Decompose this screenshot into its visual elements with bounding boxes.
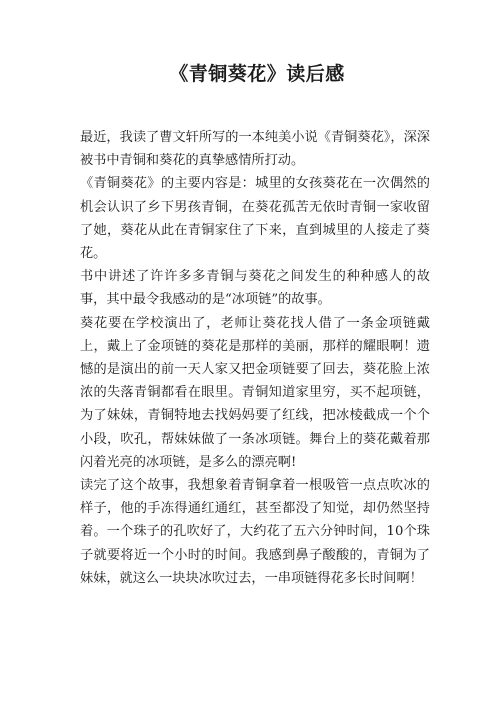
document-title: 《青铜葵花》读后感 [169, 63, 345, 85]
paragraph-5: 读完了这个故事，我想象着青铜拿着一根吸管一点点吹冰的样子，他的手冻得通红通红，甚至都没了知觉，却仍然坚持着。一个珠子的孔吹好了，大约花了五六分钟时间，10个珠子就要将近一个小时的时间。我感到鼻子酸酸的，青铜为了妹妹，就这么一块块冰吹过去，一串项链得花多长时间啊！ [80, 478, 430, 586]
paragraph-2: 《青铜葵花》的主要内容是：城里的女孩葵花在一次偶然的机会认识了乡下男孩青铜，在葵花孤苦无依时青铜一家收留了她，葵花从此在青铜家住了下来，直到城里的人接走了葵花。 [80, 176, 430, 262]
paragraph-3: 书中讲述了许许多多青铜与葵花之间发生的种种感人的故事，其中最令我感动的是“冰项链”的故事。 [80, 269, 430, 308]
paragraph-1: 最近，我读了曹文轩所写的一本纯美小说《青铜葵花》，深深被书中青铜和葵花的真挚感情所打动。 [80, 130, 430, 169]
paragraph-4: 葵花要在学校演出了，老师让葵花找人借了一条金项链戴上，戴上了金项链的葵花是那样的美丽，那样的耀眼啊！遗憾的是演出的前一天人家又把金项链要了回去，葵花脸上浓浓的失落青铜都看在眼里。青铜知道家里穷，买不起项链，为了妹妹，青铜特地去找妈妈要了红线，把冰棱截成一个个小段，吹孔，帮妹妹做了一条冰项链。舞台上的葵花戴着那闪着光亮的冰项链，是多么的漂亮啊! [80, 315, 430, 470]
